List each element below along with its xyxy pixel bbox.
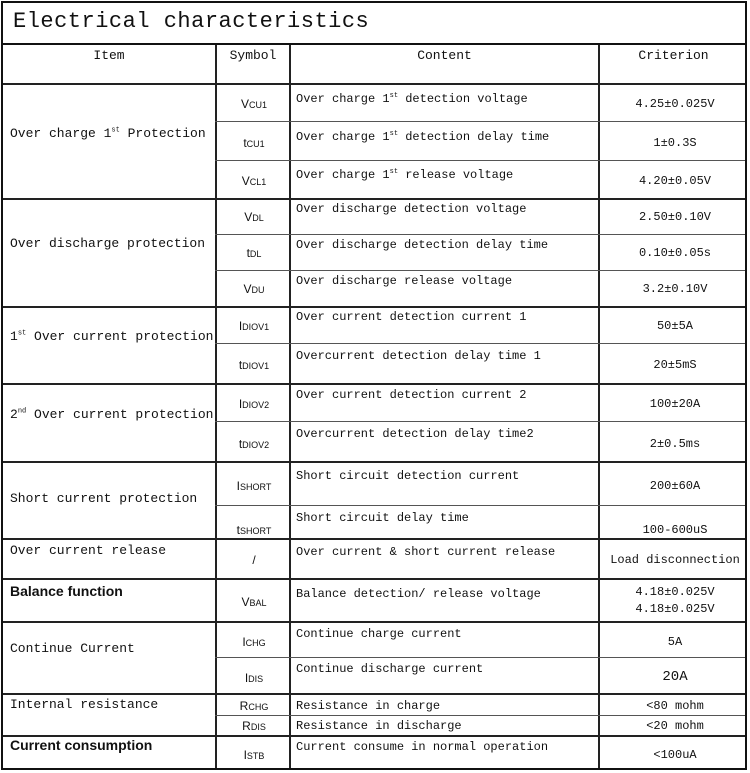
content-cell: Over discharge detection delay time: [296, 238, 549, 252]
divider: [215, 343, 745, 344]
symbol-cell: tDIOV1: [238, 358, 270, 372]
criterion-cell: 20±5mS: [653, 358, 697, 372]
divider: [215, 421, 745, 422]
divider: [3, 621, 745, 623]
characteristics-table: [1, 1, 747, 770]
header-item: Item: [93, 48, 125, 63]
page-title: Electrical characteristics: [13, 9, 370, 34]
content-cell: Short circuit detection current: [296, 469, 520, 483]
criterion-cell: 4.18±0.025V: [635, 602, 715, 616]
divider: [215, 715, 745, 716]
content-cell: Over charge 1st detection voltage: [296, 92, 528, 106]
column-divider: [289, 45, 291, 768]
criterion-cell: 50±5A: [656, 319, 693, 333]
symbol-cell: IDIOV2: [238, 397, 270, 411]
criterion-cell: 5A: [667, 635, 683, 649]
divider: [215, 505, 745, 506]
header-content: Content: [417, 48, 472, 63]
criterion-cell: <100uA: [653, 748, 697, 762]
item-over-current-2: 2nd Over current protection: [10, 407, 214, 422]
item-over-current-1: 1st Over current protection: [10, 329, 214, 344]
criterion-cell: 3.2±0.10V: [642, 282, 708, 296]
item-over-discharge: Over discharge protection: [10, 236, 206, 251]
criterion-cell: 0.10±0.05s: [638, 246, 711, 260]
symbol-cell: IDIOV1: [238, 319, 270, 333]
symbol-cell: RCHG: [239, 699, 269, 713]
item-continue-current: Continue Current: [10, 641, 135, 656]
content-cell: Over discharge detection voltage: [296, 202, 527, 216]
divider: [3, 198, 745, 200]
item-short-current: Short current protection: [10, 491, 198, 506]
content-cell: Over charge 1st detection delay time: [296, 130, 550, 144]
criterion-cell: 20A: [662, 669, 688, 685]
divider: [3, 693, 745, 695]
criterion-cell: 4.20±0.05V: [638, 174, 711, 188]
divider: [215, 121, 745, 122]
content-cell: Current consume in normal operation: [296, 740, 549, 754]
criterion-cell: 4.25±0.025V: [635, 97, 715, 111]
criterion-cell: 4.18±0.025V: [635, 585, 715, 599]
content-cell: Overcurrent detection delay time 1: [296, 349, 541, 363]
content-cell: Over current detection current 2: [296, 388, 527, 402]
item-balance-function: Balance function: [10, 583, 123, 599]
content-cell: Over current & short current release: [296, 545, 556, 559]
column-divider: [598, 45, 600, 768]
content-cell: Over charge 1st release voltage: [296, 168, 514, 182]
symbol-cell: IDIS: [244, 671, 264, 685]
symbol-cell: RDIS: [242, 719, 266, 733]
content-cell: Continue charge current: [296, 627, 462, 641]
symbol-cell: VCU1: [240, 97, 268, 111]
criterion-cell: 100-600uS: [642, 523, 708, 537]
criterion-cell: 100±20A: [649, 397, 701, 411]
content-cell: Balance detection/ release voltage: [296, 587, 541, 601]
divider: [3, 538, 745, 540]
divider: [3, 461, 745, 463]
symbol-cell: VDU: [243, 282, 265, 296]
symbol-cell: ISTB: [243, 748, 265, 762]
column-divider: [215, 45, 217, 768]
symbol-cell: tDL: [246, 246, 262, 260]
divider: [215, 234, 745, 235]
criterion-cell: 1±0.3S: [653, 136, 697, 150]
content-cell: Short circuit delay time: [296, 511, 469, 525]
divider: [3, 83, 745, 85]
content-cell: Overcurrent detection delay time2: [296, 427, 534, 441]
divider: [215, 270, 745, 271]
symbol-cell: ICHG: [242, 635, 266, 649]
symbol-cell: tSHORT: [236, 523, 272, 537]
divider: [3, 383, 745, 385]
symbol-cell: /: [252, 553, 256, 567]
divider: [3, 43, 745, 45]
criterion-cell: Load disconnection: [610, 553, 740, 567]
item-current-consumption: Current consumption: [10, 737, 153, 753]
symbol-cell: VBAL: [241, 595, 267, 609]
content-cell: Over discharge release voltage: [296, 274, 513, 288]
content-cell: Continue discharge current: [296, 662, 484, 676]
symbol-cell: tCU1: [243, 136, 265, 150]
header-criterion: Criterion: [638, 48, 709, 63]
item-over-current-release: Over current release: [10, 543, 167, 558]
header-symbol: Symbol: [229, 48, 277, 63]
criterion-cell: 2±0.5ms: [649, 437, 701, 451]
criterion-cell: 2.50±0.10V: [638, 210, 711, 224]
content-cell: Over current detection current 1: [296, 310, 527, 324]
criterion-cell: <20 mohm: [646, 719, 704, 733]
symbol-cell: VDL: [244, 210, 264, 224]
content-cell: Resistance in discharge: [296, 719, 462, 733]
content-cell: Resistance in charge: [296, 699, 441, 713]
divider: [215, 657, 745, 658]
divider: [3, 306, 745, 308]
symbol-cell: ISHORT: [236, 479, 272, 493]
divider: [3, 578, 745, 580]
criterion-cell: 200±60A: [649, 479, 701, 493]
item-internal-resistance: Internal resistance: [10, 697, 159, 712]
divider: [215, 160, 745, 161]
symbol-cell: tDIOV2: [238, 437, 270, 451]
criterion-cell: <80 mohm: [646, 699, 704, 713]
item-over-charge: Over charge 1st Protection: [10, 126, 206, 141]
symbol-cell: VCL1: [241, 174, 267, 188]
